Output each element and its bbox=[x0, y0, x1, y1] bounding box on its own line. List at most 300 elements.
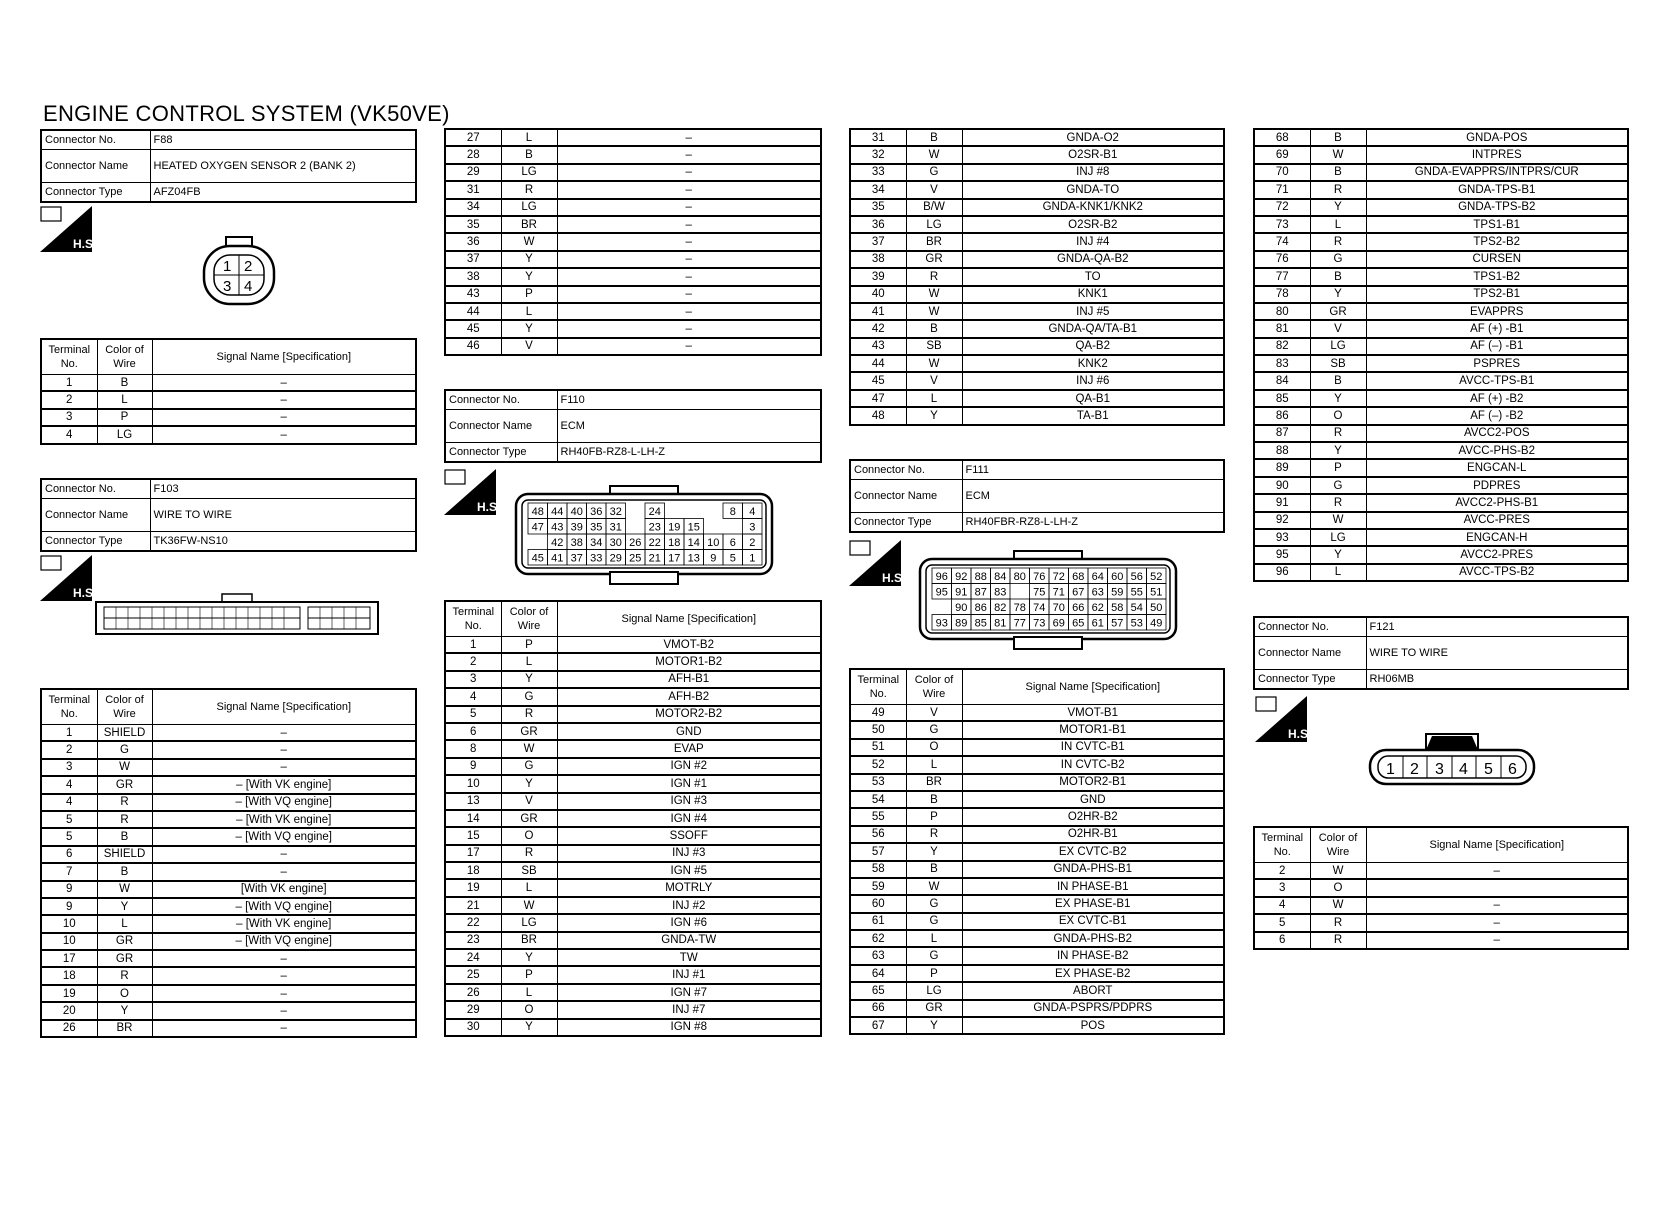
terminal-no: 35 bbox=[445, 216, 501, 233]
table-row bbox=[850, 338, 1224, 355]
signal-name: GNDA-PHS-B1 bbox=[962, 861, 1224, 878]
signal-name: – bbox=[557, 268, 821, 285]
table-row bbox=[850, 930, 1224, 947]
table-row bbox=[445, 810, 821, 827]
terminal-no: 23 bbox=[445, 932, 501, 949]
pin-label: 52 bbox=[1150, 571, 1163, 583]
signal-name: INJ #1 bbox=[557, 966, 821, 983]
wire-color: W bbox=[1310, 897, 1366, 914]
wire-color: P bbox=[906, 808, 962, 825]
wire-color: L bbox=[501, 984, 557, 1001]
connector-f111-header bbox=[849, 459, 1225, 533]
pin-label: 89 bbox=[955, 617, 968, 630]
wire-color: Y bbox=[97, 1002, 152, 1019]
pin-label: 4 bbox=[749, 506, 756, 518]
wire-color: B bbox=[906, 861, 962, 878]
signal-name: IGN #2 bbox=[557, 758, 821, 775]
wire-color: G bbox=[501, 758, 557, 775]
table-row bbox=[850, 233, 1224, 250]
pin-label: 72 bbox=[1052, 571, 1065, 583]
terminal-no: 10 bbox=[41, 915, 97, 932]
terminal-no: 32 bbox=[850, 146, 906, 163]
label: Connector No. bbox=[445, 390, 557, 410]
wire-color: R bbox=[501, 706, 557, 723]
terminal-no: 47 bbox=[850, 390, 906, 407]
connector-type: RH40FBR-RZ8-L-LH-Z bbox=[962, 513, 1224, 533]
connector-f111-face bbox=[918, 549, 1178, 653]
wire-color: BR bbox=[501, 932, 557, 949]
pin-label: 21 bbox=[648, 552, 661, 565]
table-row bbox=[41, 741, 416, 758]
table-row bbox=[1254, 390, 1628, 407]
terminal-no: 2 bbox=[445, 653, 501, 670]
wire-color: L bbox=[1310, 564, 1366, 581]
pin-label: 44 bbox=[551, 506, 564, 518]
pin-label: 22 bbox=[648, 537, 661, 549]
signal-name: IN CVTC-B2 bbox=[962, 756, 1224, 773]
connector-name: ECM bbox=[557, 410, 821, 443]
table-row bbox=[1254, 286, 1628, 303]
pin-label: 1 bbox=[1386, 761, 1395, 778]
wire-color: P bbox=[501, 637, 557, 654]
wire-color: GR bbox=[97, 776, 152, 793]
terminal-no: 89 bbox=[1254, 459, 1310, 476]
terminal-table-f88 bbox=[40, 338, 417, 445]
terminal-no: 18 bbox=[41, 967, 97, 984]
signal-name: QA-B1 bbox=[962, 390, 1224, 407]
pin-label: 35 bbox=[590, 521, 603, 534]
table-row bbox=[445, 932, 821, 949]
table-row bbox=[41, 881, 416, 898]
pin-label: 3 bbox=[1435, 761, 1444, 778]
pin-label: 78 bbox=[1013, 602, 1026, 614]
table-row bbox=[445, 1019, 821, 1036]
harness-side-icon bbox=[40, 555, 97, 601]
signal-name: ENGCAN-L bbox=[1366, 459, 1628, 476]
signal-name: AVCC-TPS-B2 bbox=[1366, 564, 1628, 581]
pin-label: 5 bbox=[729, 552, 736, 565]
table-row bbox=[41, 426, 416, 443]
col-color: Color of Wire bbox=[906, 669, 962, 705]
table-row bbox=[850, 1000, 1224, 1017]
terminal-no: 33 bbox=[850, 164, 906, 181]
table-row bbox=[850, 965, 1224, 982]
terminal-no: 68 bbox=[1254, 129, 1310, 146]
signal-name: KNK1 bbox=[962, 286, 1224, 303]
wire-color: P bbox=[501, 966, 557, 983]
signal-name: MOTOR2-B1 bbox=[962, 774, 1224, 791]
pin-label: 50 bbox=[1150, 602, 1163, 614]
wire-color: B bbox=[97, 863, 152, 880]
signal-name: GNDA-TPS-B1 bbox=[1366, 181, 1628, 198]
terminal-no: 17 bbox=[41, 950, 97, 967]
signal-name: INJ #6 bbox=[962, 372, 1224, 389]
harness-side-icon bbox=[444, 469, 501, 515]
terminal-no: 2 bbox=[1254, 863, 1310, 880]
table-row bbox=[41, 391, 416, 408]
signal-name: VMOT-B2 bbox=[557, 637, 821, 654]
signal-name: IGN #7 bbox=[557, 984, 821, 1001]
table-row bbox=[445, 879, 821, 896]
signal-name: SSOFF bbox=[557, 827, 821, 844]
signal-name: – bbox=[152, 985, 416, 1002]
pin-label: 49 bbox=[1150, 617, 1163, 630]
signal-name: – bbox=[152, 846, 416, 863]
table-row bbox=[445, 129, 821, 146]
terminal-no: 96 bbox=[1254, 564, 1310, 581]
terminal-no: 88 bbox=[1254, 442, 1310, 459]
signal-name: – bbox=[152, 426, 416, 443]
pin-label: 2 bbox=[749, 537, 756, 549]
wire-color: SB bbox=[1310, 355, 1366, 372]
signal-name: TO bbox=[962, 268, 1224, 285]
wire-color: BR bbox=[906, 233, 962, 250]
table-row bbox=[41, 794, 416, 811]
table-row bbox=[41, 409, 416, 426]
signal-name: GNDA-EVAPPRS/INTPRS/CUR bbox=[1366, 164, 1628, 181]
pin-label: 90 bbox=[955, 602, 968, 614]
terminal-no: 44 bbox=[445, 303, 501, 320]
terminal-no: 31 bbox=[850, 129, 906, 146]
table-row bbox=[850, 181, 1224, 198]
wire-color: G bbox=[1310, 477, 1366, 494]
signal-name: IGN #5 bbox=[557, 862, 821, 879]
connector-f121-face bbox=[1368, 730, 1536, 792]
terminal-no: 6 bbox=[445, 723, 501, 740]
wire-color: L bbox=[501, 129, 557, 146]
table-row bbox=[1254, 268, 1628, 285]
connector-name: WIRE TO WIRE bbox=[1366, 637, 1628, 670]
label: Connector Type bbox=[445, 443, 557, 463]
terminal-no: 49 bbox=[850, 705, 906, 722]
connector-f88-face bbox=[202, 236, 276, 306]
wire-color: Y bbox=[906, 1017, 962, 1034]
wire-color: P bbox=[906, 965, 962, 982]
pin-label: 88 bbox=[974, 571, 987, 583]
signal-name: – bbox=[152, 375, 416, 392]
label: Connector No. bbox=[1254, 617, 1366, 637]
signal-name: AVCC-TPS-B1 bbox=[1366, 372, 1628, 389]
pin-label: 42 bbox=[551, 537, 564, 549]
pin-label: 85 bbox=[974, 617, 987, 630]
terminal-no: 77 bbox=[1254, 268, 1310, 285]
terminal-no: 81 bbox=[1254, 320, 1310, 337]
wire-color: P bbox=[501, 286, 557, 303]
signal-name: GNDA-TO bbox=[962, 181, 1224, 198]
signal-name: AVCC2-PHS-B1 bbox=[1366, 494, 1628, 511]
pin-label: 31 bbox=[609, 521, 622, 534]
table-row bbox=[41, 846, 416, 863]
terminal-no: 4 bbox=[41, 426, 97, 443]
table-row bbox=[445, 181, 821, 198]
wire-color: G bbox=[906, 895, 962, 912]
pin-label: 87 bbox=[974, 586, 987, 599]
wire-color: R bbox=[97, 967, 152, 984]
wire-color: W bbox=[97, 759, 152, 776]
pin-label: 53 bbox=[1130, 617, 1143, 630]
pin-label: 62 bbox=[1091, 602, 1104, 614]
pin-label: 15 bbox=[687, 521, 700, 534]
connector-type: AFZ04FB bbox=[150, 183, 416, 203]
table-row bbox=[1254, 529, 1628, 546]
wire-color: G bbox=[97, 741, 152, 758]
signal-name: GNDA-TPS-B2 bbox=[1366, 199, 1628, 216]
terminal-no: 42 bbox=[850, 320, 906, 337]
terminal-no: 69 bbox=[1254, 146, 1310, 163]
wire-color: BR bbox=[906, 774, 962, 791]
pin-label: 57 bbox=[1111, 617, 1124, 630]
wire-color: W bbox=[906, 355, 962, 372]
pin-label: 95 bbox=[935, 586, 948, 599]
signal-name: O2HR-B2 bbox=[962, 808, 1224, 825]
table-row bbox=[445, 671, 821, 688]
pin-label: 77 bbox=[1013, 617, 1026, 630]
signal-name: – bbox=[1366, 897, 1628, 914]
table-row bbox=[41, 828, 416, 845]
connector-type: TK36FW-NS10 bbox=[150, 532, 416, 552]
terminal-no: 10 bbox=[445, 775, 501, 792]
wire-color: V bbox=[906, 181, 962, 198]
terminal-no: 22 bbox=[445, 914, 501, 931]
table-row bbox=[850, 826, 1224, 843]
table-row bbox=[1254, 425, 1628, 442]
terminal-no: 6 bbox=[41, 846, 97, 863]
terminal-no: 9 bbox=[41, 898, 97, 915]
pin-label: 65 bbox=[1072, 617, 1085, 630]
terminal-no: 78 bbox=[1254, 286, 1310, 303]
wire-color: L bbox=[1310, 216, 1366, 233]
terminal-no: 1 bbox=[41, 375, 97, 392]
pin-label: 41 bbox=[551, 552, 564, 565]
wire-color: R bbox=[1310, 914, 1366, 931]
signal-name: MOTOR2-B2 bbox=[557, 706, 821, 723]
wire-color: LG bbox=[906, 982, 962, 999]
table-row bbox=[850, 947, 1224, 964]
signal-name: GND bbox=[962, 791, 1224, 808]
terminal-no: 84 bbox=[1254, 372, 1310, 389]
pin-label: 51 bbox=[1150, 586, 1163, 599]
table-row bbox=[850, 721, 1224, 738]
terminal-no: 29 bbox=[445, 1001, 501, 1018]
table-row bbox=[850, 355, 1224, 372]
wire-color: LG bbox=[501, 164, 557, 181]
col-signal: Signal Name [Specification] bbox=[962, 669, 1224, 705]
wire-color: Y bbox=[906, 843, 962, 860]
label: Connector Type bbox=[850, 513, 962, 533]
table-row bbox=[445, 637, 821, 654]
signal-name: AF (+) -B2 bbox=[1366, 390, 1628, 407]
signal-name: IN PHASE-B2 bbox=[962, 947, 1224, 964]
wire-color: P bbox=[97, 409, 152, 426]
signal-name: O2SR-B1 bbox=[962, 146, 1224, 163]
table-row bbox=[850, 268, 1224, 285]
table-row bbox=[1254, 407, 1628, 424]
pin-label: 33 bbox=[590, 552, 603, 565]
connector-f110-header bbox=[444, 389, 822, 463]
wire-color: GR bbox=[906, 251, 962, 268]
signal-name: [With VK engine] bbox=[152, 881, 416, 898]
signal-name: EX PHASE-B2 bbox=[962, 965, 1224, 982]
signal-name: – bbox=[152, 863, 416, 880]
wire-color: G bbox=[906, 164, 962, 181]
terminal-no: 65 bbox=[850, 982, 906, 999]
wire-color: W bbox=[906, 286, 962, 303]
signal-name: – bbox=[152, 1002, 416, 1019]
pin-label: 70 bbox=[1052, 602, 1065, 614]
signal-name: – [With VQ engine] bbox=[152, 933, 416, 950]
label: Connector Name bbox=[445, 410, 557, 443]
table-row bbox=[445, 827, 821, 844]
wire-color: O bbox=[501, 1001, 557, 1018]
terminal-no: 66 bbox=[850, 1000, 906, 1017]
terminal-no: 10 bbox=[41, 933, 97, 950]
wire-color: W bbox=[1310, 512, 1366, 529]
col-signal: Signal Name [Specification] bbox=[152, 689, 416, 725]
terminal-no: 70 bbox=[1254, 164, 1310, 181]
label: Connector No. bbox=[41, 130, 150, 150]
pin-label: 34 bbox=[590, 537, 603, 549]
wire-color: GR bbox=[501, 723, 557, 740]
table-row bbox=[445, 320, 821, 337]
table-row bbox=[1254, 897, 1628, 914]
terminal-no: 9 bbox=[41, 881, 97, 898]
wire-color: LG bbox=[501, 914, 557, 931]
wire-color: W bbox=[501, 233, 557, 250]
wire-color: G bbox=[906, 913, 962, 930]
table-row bbox=[41, 375, 416, 392]
terminal-no: 85 bbox=[1254, 390, 1310, 407]
pin-label: 37 bbox=[570, 552, 583, 565]
harness-side-icon bbox=[40, 206, 97, 252]
wire-color: L bbox=[97, 391, 152, 408]
col-terminal: Terminal No. bbox=[850, 669, 906, 705]
table-row bbox=[41, 811, 416, 828]
table-row bbox=[41, 863, 416, 880]
wire-color: O bbox=[97, 985, 152, 1002]
table-row bbox=[445, 1001, 821, 1018]
terminal-no: 3 bbox=[1254, 879, 1310, 896]
table-row bbox=[41, 915, 416, 932]
signal-name: – bbox=[1366, 932, 1628, 949]
table-row bbox=[41, 725, 416, 742]
pin-label: 30 bbox=[609, 537, 622, 549]
terminal-no: 36 bbox=[850, 216, 906, 233]
terminal-no: 57 bbox=[850, 843, 906, 860]
pin-label: 71 bbox=[1052, 586, 1065, 599]
terminal-no: 31 bbox=[445, 181, 501, 198]
signal-name: – [With VK engine] bbox=[152, 811, 416, 828]
pin-label: 23 bbox=[648, 521, 661, 534]
signal-name: – bbox=[1366, 914, 1628, 931]
wire-color: GR bbox=[1310, 303, 1366, 320]
pin-label: 2 bbox=[1410, 761, 1419, 778]
wire-color: Y bbox=[501, 949, 557, 966]
terminal-no: 5 bbox=[445, 706, 501, 723]
pin-label: 17 bbox=[668, 552, 681, 565]
terminal-no: 38 bbox=[850, 251, 906, 268]
terminal-no: 4 bbox=[1254, 897, 1310, 914]
signal-name: – bbox=[557, 303, 821, 320]
signal-name: GNDA-QA/TA-B1 bbox=[962, 320, 1224, 337]
terminal-no: 73 bbox=[1254, 216, 1310, 233]
page-title: ENGINE CONTROL SYSTEM (VK50VE) bbox=[43, 101, 450, 126]
wire-color: W bbox=[97, 881, 152, 898]
connector-f103-face bbox=[94, 593, 380, 643]
wire-color: SHIELD bbox=[97, 846, 152, 863]
label: Connector Name bbox=[850, 480, 962, 513]
signal-name: INJ #2 bbox=[557, 897, 821, 914]
table-row bbox=[41, 759, 416, 776]
col-terminal: Terminal No. bbox=[41, 689, 97, 725]
table-row bbox=[850, 320, 1224, 337]
table-row bbox=[41, 1002, 416, 1019]
terminal-no: 59 bbox=[850, 878, 906, 895]
signal-name: – bbox=[557, 216, 821, 233]
table-row bbox=[41, 985, 416, 1002]
signal-name: AVCC-PHS-B2 bbox=[1366, 442, 1628, 459]
signal-name: – bbox=[152, 725, 416, 742]
signal-name: – bbox=[152, 409, 416, 426]
signal-name: – [With VQ engine] bbox=[152, 828, 416, 845]
terminal-no: 86 bbox=[1254, 407, 1310, 424]
pin-label: 64 bbox=[1091, 571, 1104, 583]
pin-label: 86 bbox=[974, 602, 987, 614]
table-row bbox=[445, 984, 821, 1001]
terminal-no: 26 bbox=[445, 984, 501, 1001]
wire-color: B bbox=[906, 320, 962, 337]
terminal-no: 58 bbox=[850, 861, 906, 878]
signal-name: IGN #6 bbox=[557, 914, 821, 931]
table-row bbox=[1254, 355, 1628, 372]
pin-label: 73 bbox=[1033, 617, 1046, 630]
wire-color: R bbox=[501, 181, 557, 198]
wire-color: L bbox=[97, 915, 152, 932]
signal-name: IGN #8 bbox=[557, 1019, 821, 1036]
signal-name: EVAPPRS bbox=[1366, 303, 1628, 320]
signal-name: IN PHASE-B1 bbox=[962, 878, 1224, 895]
table-row bbox=[850, 808, 1224, 825]
hs-label: H.S. bbox=[73, 237, 97, 251]
wire-color: W bbox=[501, 897, 557, 914]
pin-label: 93 bbox=[935, 617, 948, 630]
hs-label: H.S. bbox=[1288, 727, 1312, 741]
wire-color: O bbox=[501, 827, 557, 844]
wire-color: V bbox=[501, 338, 557, 355]
pin-label: 24 bbox=[648, 506, 661, 518]
terminal-no: 64 bbox=[850, 965, 906, 982]
connector-type: RH40FB-RZ8-L-LH-Z bbox=[557, 443, 821, 463]
wire-color: G bbox=[501, 688, 557, 705]
wire-color: O bbox=[1310, 407, 1366, 424]
connector-no: F103 bbox=[150, 479, 416, 499]
signal-name: INJ #5 bbox=[962, 303, 1224, 320]
signal-name: – bbox=[557, 199, 821, 216]
table-row bbox=[850, 286, 1224, 303]
terminal-table-f103-continued bbox=[444, 128, 822, 356]
wire-color: V bbox=[906, 705, 962, 722]
terminal-no: 6 bbox=[1254, 932, 1310, 949]
wire-color: W bbox=[906, 878, 962, 895]
pin-label: 91 bbox=[955, 586, 968, 599]
signal-name bbox=[1366, 879, 1628, 896]
connector-no: F121 bbox=[1366, 617, 1628, 637]
table-row bbox=[850, 861, 1224, 878]
table-row bbox=[1254, 512, 1628, 529]
wire-color: R bbox=[1310, 494, 1366, 511]
wire-color: B/W bbox=[906, 199, 962, 216]
wire-color: LG bbox=[97, 426, 152, 443]
label: Connector No. bbox=[850, 460, 962, 480]
